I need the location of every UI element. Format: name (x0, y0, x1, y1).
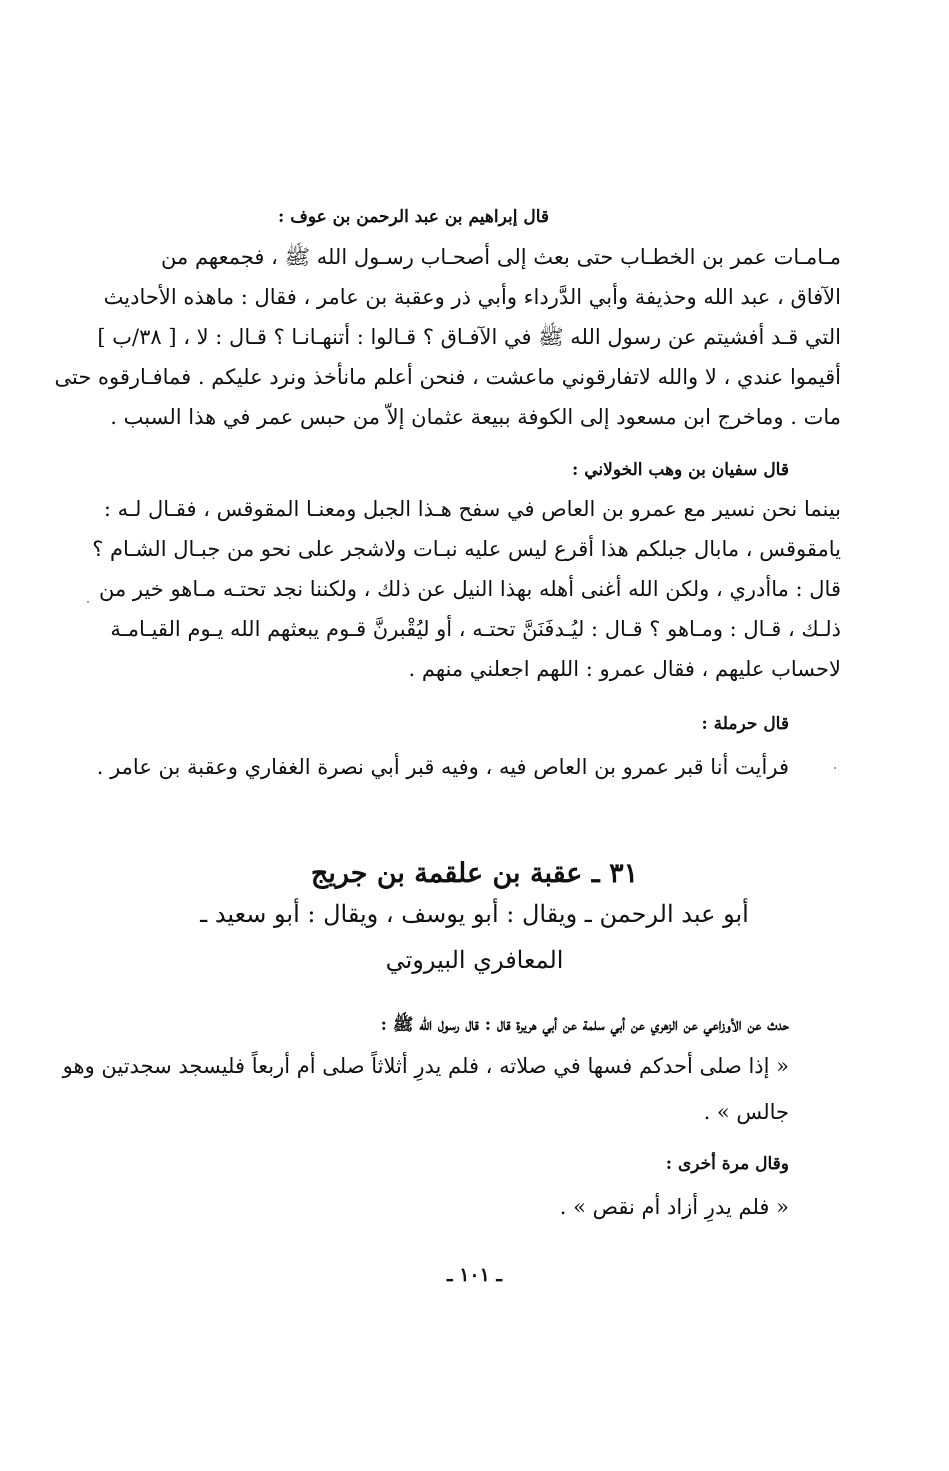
text-line: مات . وماخرج ابن مسعود إلى الكوفة ببيعة عثمان إلاّ من حبس عمر في هذا السبب . (110, 405, 841, 429)
scan-speck (834, 767, 836, 769)
section-heading-hadith: حدث عن الأوزاعي عن الزهري عن أبي سلمة عن أبي هريرة قال : قال رسول الله ﷺ : (380, 1015, 789, 1035)
text-line: الآفاق ، عبد الله وحذيفة وأبي الدَّرداء وأبي ذر وعقبة بن عامر ، فقال : ماهذه الأحاديث (103, 285, 841, 309)
biography-subtitle-line-2: المعافري البيروتي (385, 946, 564, 974)
section-heading-harmala: قال حرملة : (701, 714, 789, 734)
text-line: مـامـات عمر بن الخطـاب حتى بعث إلى أصحـاب رسـول الله ﷺ ، فجمعهم من (161, 245, 841, 269)
text-line: لاحساب عليهم ، فقال عمرو : اللهم اجعلني منهم . (408, 657, 841, 681)
biography-subtitle-line-1: أبو عبد الرحمن ـ ويقال : أبو يوسف ، ويقال : أبو سعيد ـ (200, 900, 749, 928)
paragraph-harmala (96, 747, 789, 787)
page-number: ـ ١٠١ ـ (447, 1264, 502, 1286)
text-line: أقيموا عندي ، لا والله لاتفارقوني ماعشت ، فنحن أعلم مانأخذ ونرد عليكم . فمافـارقوه حتى (54, 365, 841, 389)
text-line: قال : ماأدري ، ولكن الله أغنى أهله بهذا النيل عن ذلك ، ولكننا نجد تحتـه مـاهو خير من (98, 577, 841, 601)
section-heading-ibrahim: قال إبراهيم بن عبد الرحمن بن عوف : (278, 207, 549, 227)
text-line: التي قـد أفشيتم عن رسول الله ﷺ في الآفـاق ؟ قـالوا : أتنهـانـا ؟ قـال : لا ، [ ٣٨/ب ] (97, 325, 841, 349)
text-line: بينما نحن نسير مع عمرو بن العاص في سفح هـذا الجبل ومعنـا المقوقس ، فقـال لـه : (103, 497, 841, 521)
section-heading-sufyan: قال سفيان بن وهب الخولاني : (572, 460, 789, 480)
text-line: يامقوقس ، مابال جبلكم هذا أقرع ليس عليه نبـات ولاشجر على نحو من جبـال الشـام ؟ (92, 537, 841, 561)
paragraph-hadith (62, 1046, 789, 1132)
scan-speck (87, 601, 89, 603)
text-line: « إذا صلى أحدكم فسها في صلاته ، فلم يدرِ أثلاثاً صلى أم أربعاً فليسجد سجدتين وهو (62, 1054, 789, 1078)
text-line: فرأيت أنا قبر عمرو بن العاص فيه ، وفيه قبر أبي نصرة الغفاري وعقبة بن عامر . (96, 755, 789, 779)
biography-title: ٣١ ـ عقبة بن علقمة بن جريج (310, 858, 639, 889)
paragraph-ibrahim (54, 237, 841, 437)
section-heading-another: وقال مرة أخرى : (665, 1154, 789, 1174)
paragraph-another (161, 1187, 789, 1227)
text-line: « فلم يدرِ أزاد أم نقص » . (559, 1195, 789, 1219)
text-line: جالس » . (703, 1100, 789, 1124)
paragraph-sufyan (92, 489, 841, 689)
text-line: ذلـك ، قـال : ومـاهو ؟ قـال : ليُـدفَنَنَّ تحتـه ، أو ليُقْبرنَّ قـوم يبعثهم الله يـوم القيـامـة (110, 617, 841, 641)
